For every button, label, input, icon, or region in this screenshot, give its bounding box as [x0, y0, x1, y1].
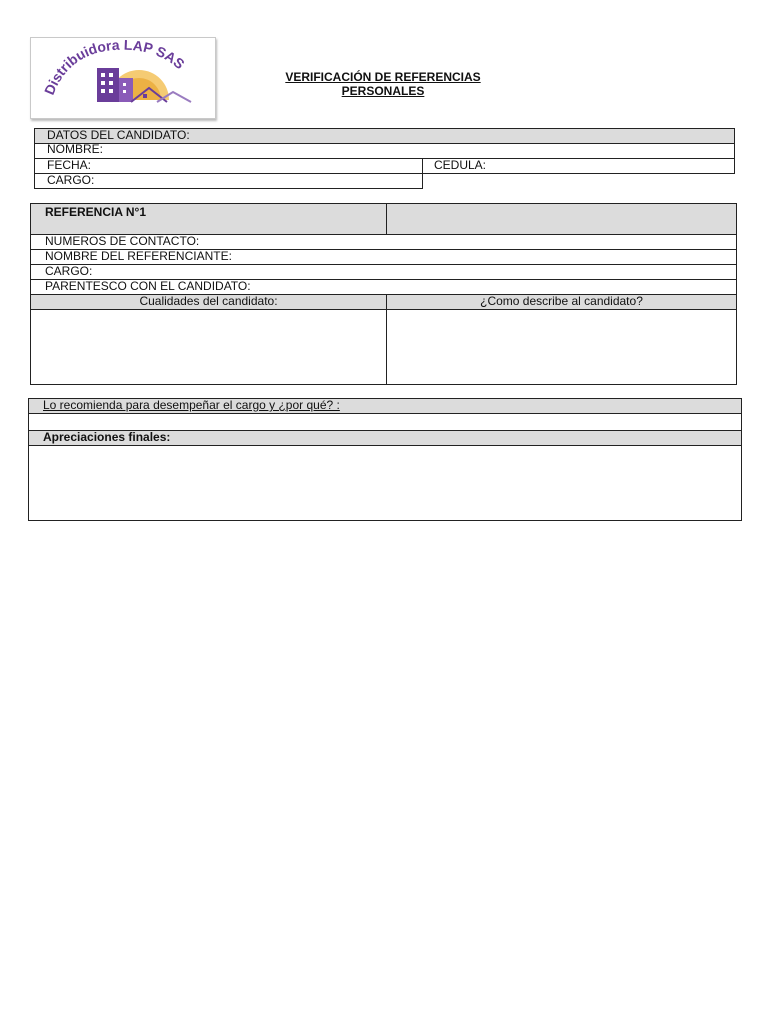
reference-title-blank-cell[interactable] [386, 203, 737, 235]
company-logo [30, 37, 216, 119]
logo-brand-text: Distribuidora LAP SAS [40, 38, 188, 98]
describe-answer-box[interactable] [386, 309, 737, 385]
reference-referrer-row[interactable] [30, 249, 737, 265]
candidate-section-header [34, 128, 735, 144]
recommendation-question-cell [28, 398, 742, 414]
reference-referrer-label: NOMBRE DEL REFERENCIANTE: [45, 249, 232, 263]
qualities-header: Cualidades del candidato: [139, 294, 278, 308]
document-title-line1: VERIFICACIÓN DE REFERENCIAS [285, 70, 481, 84]
recommendation-answer-row[interactable] [28, 413, 742, 431]
candidate-id-label: CEDULA: [434, 158, 487, 172]
reference-title: REFERENCIA N°1 [45, 205, 147, 219]
candidate-position-row[interactable] [34, 173, 423, 189]
candidate-name-label: NOMBRE: [47, 143, 104, 156]
final-appreciations-header: Apreciaciones finales: [43, 430, 171, 444]
logo-graphic [31, 38, 215, 118]
reference-contact-row[interactable] [30, 234, 737, 250]
recommendation-question: Lo recomienda para desempeñar el cargo y ¿por qué? : [43, 398, 340, 412]
reference-contact-label: NUMEROS DE CONTACTO: [45, 234, 200, 248]
candidate-id-row[interactable] [422, 158, 735, 174]
describe-header: ¿Como describe al candidato? [480, 294, 643, 308]
reference-position-row[interactable] [30, 264, 737, 280]
candidate-date-row[interactable] [34, 158, 423, 174]
candidate-position-label: CARGO: [47, 173, 95, 187]
final-appreciations-header-cell [28, 430, 742, 446]
qualities-answer-box[interactable] [30, 309, 387, 385]
describe-header-cell [386, 294, 737, 310]
candidate-name-row[interactable] [34, 143, 735, 159]
reference-relationship-row[interactable] [30, 279, 737, 295]
reference-position-label: CARGO: [45, 264, 93, 278]
document-title-line2: PERSONALES [341, 84, 425, 98]
final-appreciations-box[interactable] [28, 445, 742, 521]
document-title [240, 70, 526, 98]
candidate-header-label: DATOS DEL CANDIDATO: [47, 128, 190, 142]
candidate-date-label: FECHA: [47, 158, 92, 172]
reference-title-cell [30, 203, 387, 235]
reference-relationship-label: PARENTESCO CON EL CANDIDATO: [45, 279, 251, 293]
qualities-header-cell [30, 294, 387, 310]
